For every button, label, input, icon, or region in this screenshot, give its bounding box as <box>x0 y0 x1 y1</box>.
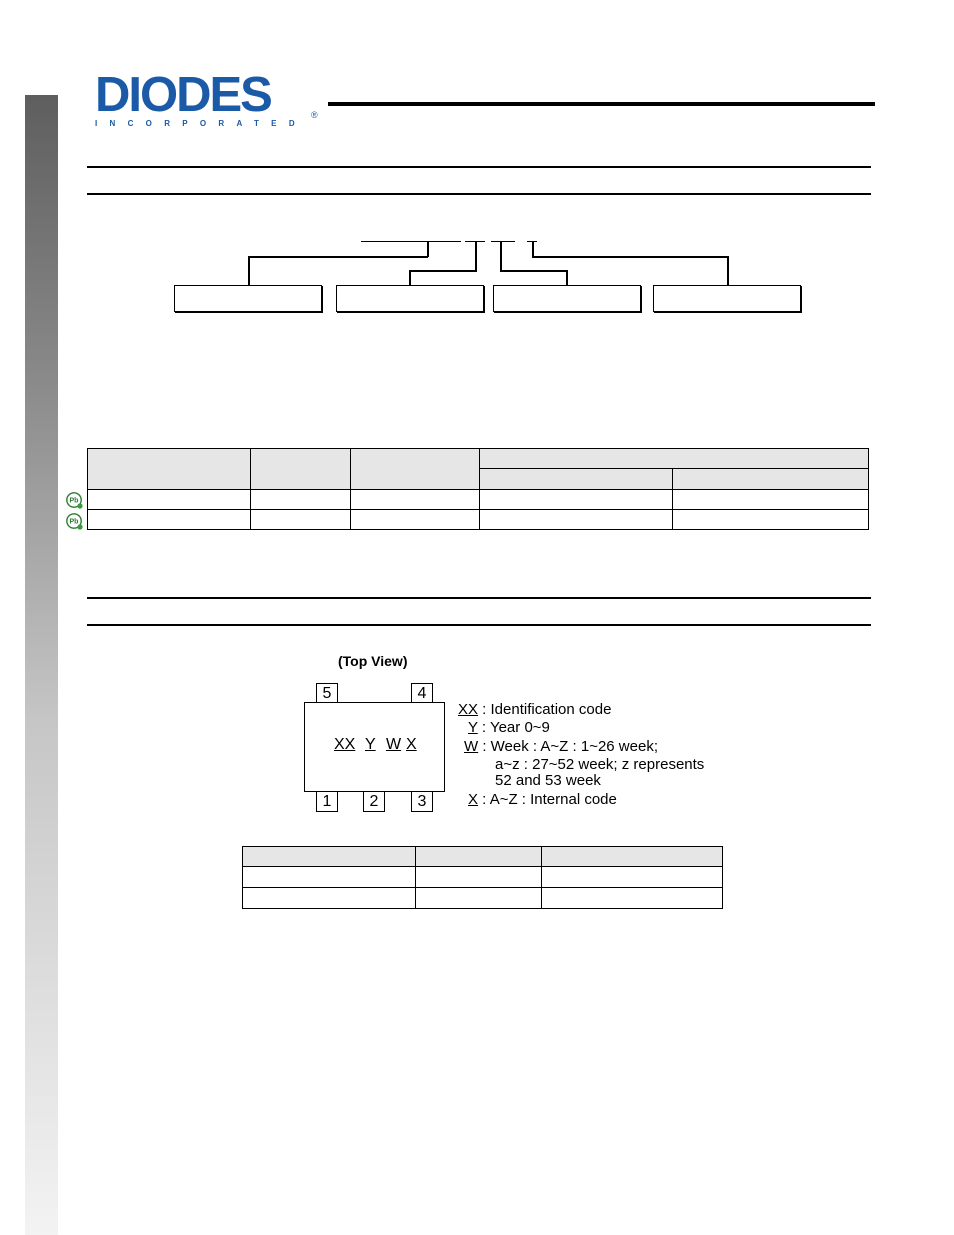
connector-v4b <box>727 256 729 286</box>
code-y: Y <box>365 736 376 753</box>
code-xx: XX <box>334 736 356 753</box>
ordering-table <box>87 448 869 530</box>
header-cell <box>416 847 542 867</box>
header-cell <box>542 847 723 867</box>
connector-h4 <box>532 256 729 258</box>
header-rule <box>328 102 875 106</box>
connector-v4 <box>532 241 534 257</box>
table-row <box>88 510 869 530</box>
connector-v3 <box>500 241 502 271</box>
logo-wordmark: DIODES <box>95 68 271 122</box>
header-cell <box>251 449 351 490</box>
table-row <box>243 888 723 909</box>
legend-line: Y : Year 0~9 <box>468 719 550 736</box>
registered-mark: ® <box>311 110 318 120</box>
top-view-label: (Top View) <box>338 653 408 669</box>
section-rule-top <box>87 166 871 168</box>
svg-text:Pb: Pb <box>69 497 79 505</box>
legend-line: 52 and 53 week <box>495 772 601 789</box>
pn-field-box-2 <box>336 285 484 312</box>
marking-table <box>242 846 723 909</box>
pin-3: 3 <box>411 791 433 812</box>
legend-line: X : A~Z : Internal code <box>468 791 617 808</box>
header-cell <box>243 847 416 867</box>
header-cell <box>673 469 869 490</box>
pn-field-box-1 <box>174 285 322 312</box>
section-rule-bottom <box>87 193 871 195</box>
code-x: X <box>406 736 417 753</box>
pin-2: 2 <box>363 791 385 812</box>
pb-free-icon <box>66 492 83 509</box>
pn-underline-3 <box>491 241 515 242</box>
legend-line: XX : Identification code <box>458 701 612 718</box>
table-row <box>88 490 869 510</box>
header-cell <box>351 449 480 490</box>
header-cell <box>480 469 673 490</box>
pin-4: 4 <box>411 683 433 704</box>
pn-field-box-4 <box>653 285 801 312</box>
pn-field-box-3 <box>493 285 641 312</box>
legend-line: W : Week : A~Z : 1~26 week; <box>464 738 658 755</box>
section-rule-top <box>87 597 871 599</box>
connector-h3 <box>500 270 568 272</box>
pn-underline-1 <box>361 241 461 242</box>
connector-v2 <box>475 241 477 271</box>
connector-v3b <box>566 270 568 286</box>
pin-1: 1 <box>316 791 338 812</box>
connector-v1 <box>427 241 429 257</box>
header-cell <box>480 449 869 469</box>
connector-v1b <box>248 256 250 286</box>
header-cell <box>88 449 251 490</box>
code-w: W <box>386 736 402 753</box>
svg-text:Pb: Pb <box>69 518 79 526</box>
table-row <box>243 867 723 888</box>
connector-v2b <box>409 270 411 286</box>
diodes-logo <box>95 68 318 128</box>
connector-h2 <box>409 270 477 272</box>
pb-free-icon <box>66 513 83 530</box>
connector-h1 <box>248 256 428 258</box>
legend-line: a~z : 27~52 week; z represents <box>495 756 705 773</box>
side-gradient-bar <box>25 95 58 1235</box>
pin-5: 5 <box>316 683 338 704</box>
section-rule-bottom <box>87 624 871 626</box>
logo-subtitle: INCORPORATED <box>95 119 307 128</box>
